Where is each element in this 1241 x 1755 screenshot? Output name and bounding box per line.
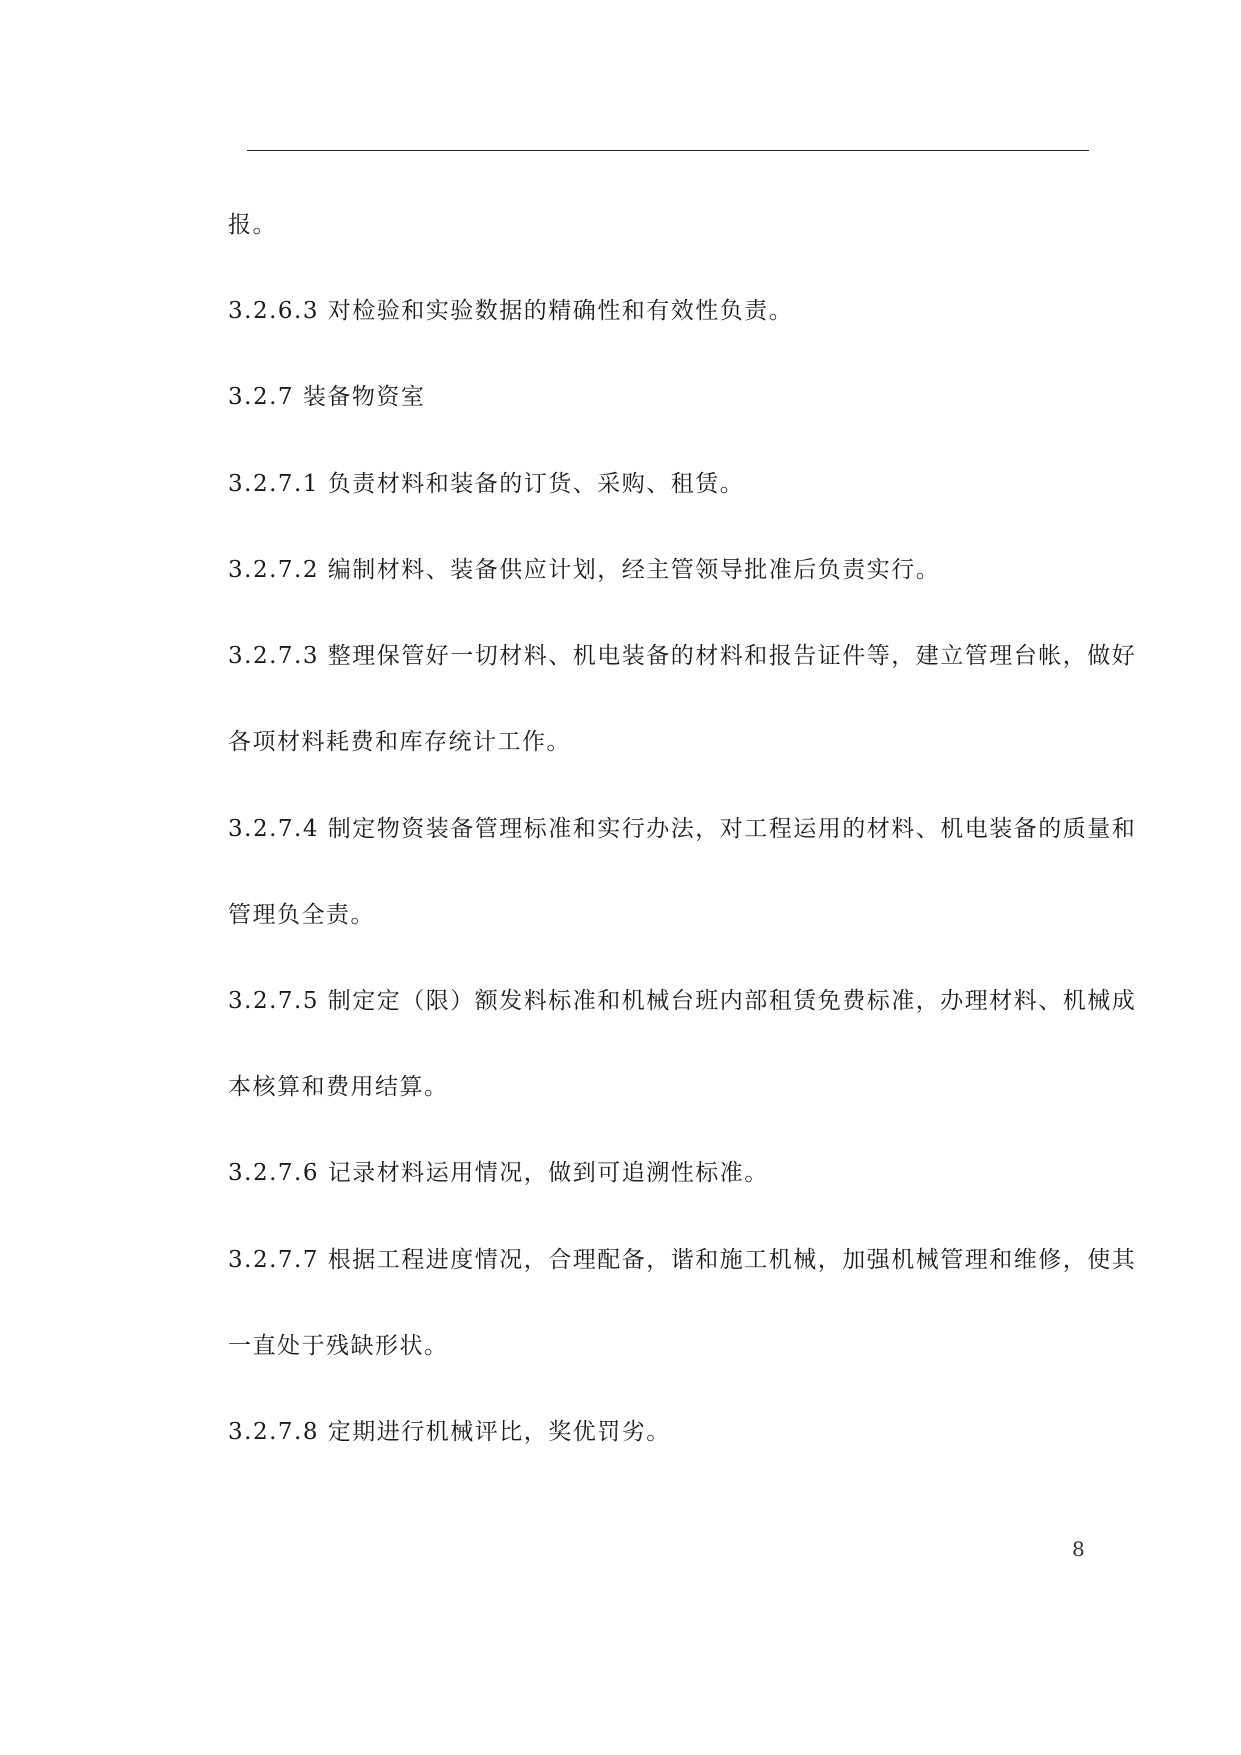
text-line: 报。 <box>228 212 277 238</box>
header-rule <box>247 150 1089 151</box>
text-line: 管理负全责。 <box>228 902 375 928</box>
text-line: 3.2.7.3 整理保管好一切材料、机电装备的材料和报告证件等，建立管理台帐，做好 <box>228 643 1137 669</box>
text-line: 3.2.7.1 负责材料和装备的订货、采购、租赁。 <box>228 471 745 497</box>
text-line: 3.2.6.3 对检验和实验数据的精确性和有效性负责。 <box>228 298 794 324</box>
text-line: 3.2.7.6 记录材料运用情况，做到可追溯性标准。 <box>228 1160 769 1186</box>
page-number: 8 <box>1072 1537 1085 1561</box>
text-line: 3.2.7.7 根据工程进度情况，合理配备，谐和施工机械，加强机械管理和维修，使其 <box>228 1247 1137 1273</box>
text-line: 3.2.7 装备物资室 <box>228 384 426 410</box>
text-line: 3.2.7.4 制定物资装备管理标准和实行办法，对工程运用的材料、机电装备的质量和 <box>228 816 1137 842</box>
text-line: 3.2.7.5 制定定（限）额发料标准和机械台班内部租赁免费标准，办理材料、机械成 <box>228 988 1137 1014</box>
text-line: 各项材料耗费和库存统计工作。 <box>228 729 571 755</box>
text-line: 3.2.7.2 编制材料、装备供应计划，经主管领导批准后负责实行。 <box>228 557 941 583</box>
text-line: 本核算和费用结算。 <box>228 1074 449 1100</box>
text-line: 3.2.7.8 定期进行机械评比，奖优罚劣。 <box>228 1419 671 1445</box>
text-line: 一直处于残缺形状。 <box>228 1333 449 1359</box>
